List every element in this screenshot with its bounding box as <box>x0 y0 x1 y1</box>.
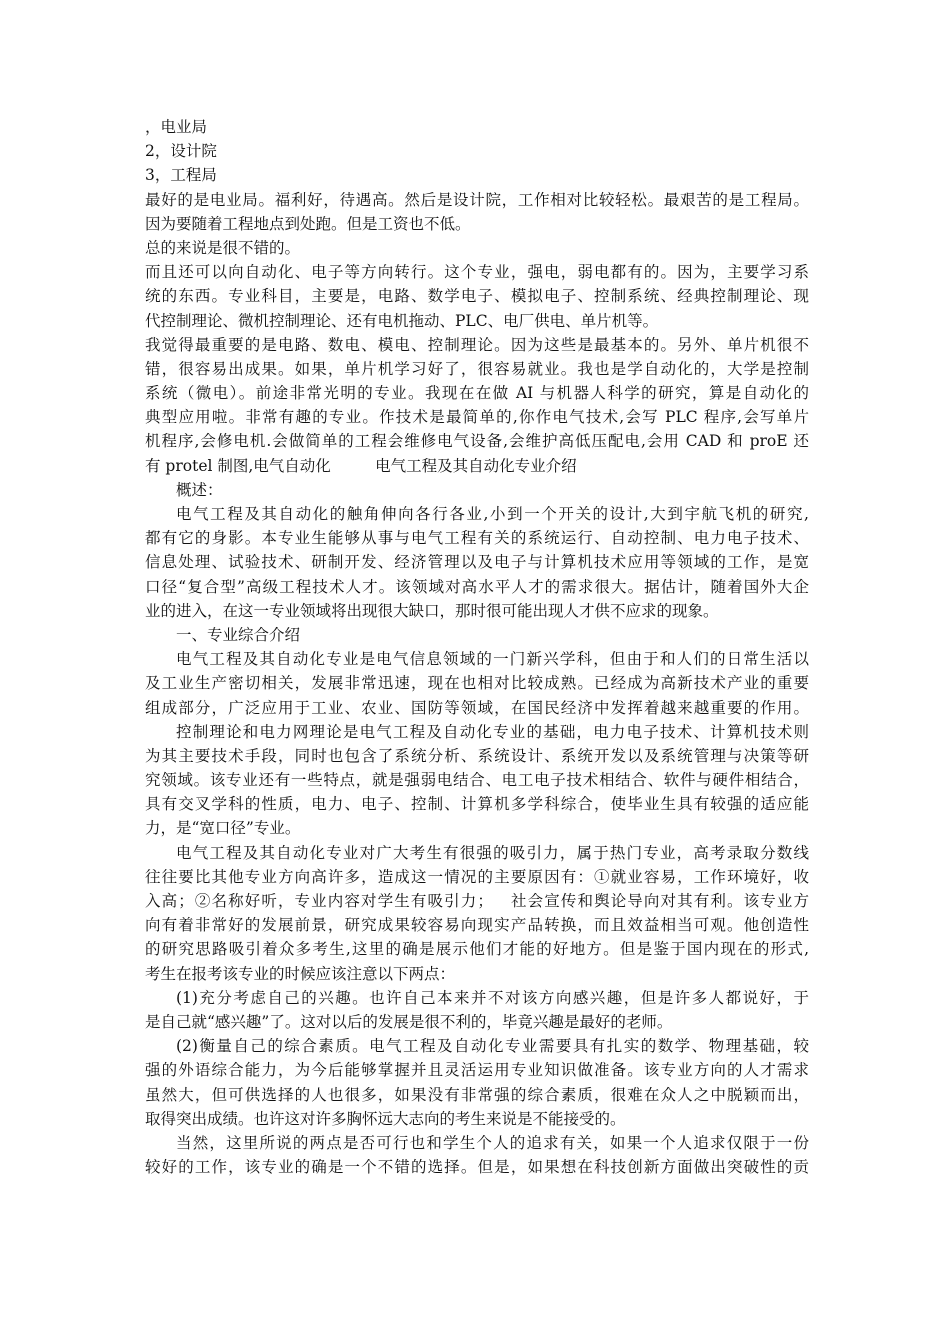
text-line: 取得突出成绩。也许这对许多胸怀远大志向的考生来说是不能接受的。 <box>145 1109 626 1128</box>
text-line: 总的来说是很不错的。 <box>145 238 301 257</box>
text-line: 为其主要技术手段，同时也包含了系统分析、系统设计、系统开发以及系统管理与决策等研 <box>145 746 809 765</box>
text-line: 较好的工作，该专业的确是一个不错的选择。但是，如果想在科技创新方面做出突破性的贡 <box>145 1158 809 1177</box>
text-line: 究领域。该专业还有一些特点，就是强弱电结合、电工电子技术相结合、软件与硬件相结合， <box>145 771 809 790</box>
text-line: 概述： <box>176 480 223 499</box>
text-line: 力，是“宽口径”专业。 <box>145 819 301 838</box>
text-line: 3，工程局 <box>145 166 217 185</box>
text-line: 业的进入，在这一专业领域将出现很大缺口，那时很可能出现人才供不应求的现象。 <box>145 601 719 620</box>
text-line: 电气工程及其自动化的触角伸向各行各业,小到一个开关的设计,大到宇航飞机的研究, <box>176 505 809 523</box>
text-line: 是自己就“感兴趣”了。这对以后的发展是很不利的，毕竟兴趣是最好的老师。 <box>145 1012 673 1031</box>
text-line: 考生在报考该专业的时候应该注意以下两点： <box>145 964 456 983</box>
text-line: 口径“复合型”高级工程技术人才。该领域对高水平人才的需求很大。据估计，随着国外大企 <box>145 577 809 596</box>
text-line: 当然，这里所说的两点是否可行也和学生个人的追求有关，如果一个人追求仅限于一份 <box>176 1133 809 1152</box>
text-line: 往往要比其他专业方向高许多，造成这一情况的主要原因有：①就业容易，工作环境好，收 <box>145 867 809 886</box>
text-line: 错，很容易出成果。如果，单片机学习好了，很容易就业。我也是学自动化的，大学是控制 <box>145 359 809 378</box>
text-line: 电气工程及其自动化专业对广大考生有很强的吸引力，属于热门专业，高考录取分数线 <box>176 843 809 862</box>
text-line: 2，设计院 <box>145 142 217 161</box>
text-line: 组成部分，广泛应用于工业、农业、国防等领域，在国民经济中发挥着越来越重要的作用。 <box>145 698 809 717</box>
text-line: ，电业局 <box>145 118 208 136</box>
text-line: 都有它的身影。本专业生能够从事与电气工程有关的系统运行、自动控制、电力电子技术、 <box>145 529 809 548</box>
document-body <box>145 115 809 1179</box>
text-line: 最好的是电业局。福利好，待遇高。然后是设计院，工作相对比较轻松。最艰苦的是工程局。 <box>145 190 809 209</box>
text-line: 代控制理论、微机控制理论、还有电机拖动、PLC、电厂供电、单片机等。 <box>145 311 659 330</box>
text-line: 信息处理、试验技术、研制开发、经济管理以及电子与计算机技术应用等领域的工作，是宽 <box>145 553 809 572</box>
text-line: 向有着非常好的发展前景，研究成果较容易向现实产品转换，而且效益相当可观。他创造性 <box>145 916 809 935</box>
text-line: 统的东西。专业科目，主要是，电路、数学电子、模拟电子、控制系统、经典控制理论、现 <box>145 287 809 306</box>
text-line: 而且还可以向自动化、电子等方向转行。这个专业，强电，弱电都有的。因为，主要学习系 <box>145 263 809 282</box>
text-line: (1)充分考虑自己的兴趣。也许自己本来并不对该方向感兴趣，但是许多人都说好，于 <box>176 988 809 1007</box>
text-line: (2)衡量自己的综合素质。电气工程及自动化专业需要具有扎实的数学、物理基础，较 <box>176 1037 809 1056</box>
text-line: 电气工程及其自动化专业是电气信息领域的一门新兴学科，但由于和人们的日常生活以 <box>176 650 809 669</box>
text-line: 因为要随着工程地点到处跑。但是工资也不低。 <box>145 214 471 233</box>
text-line: 我觉得最重要的是电路、数电、模电、控制理论。因为这些是最基本的。另外、单片机很不 <box>145 335 809 354</box>
text-line: 虽然大，但可供选择的人也很多，如果没有非常强的综合素质，很难在众人之中脱颖而出， <box>145 1085 809 1104</box>
text-line: 系统（微电）。前途非常光明的专业。我现在在做 AI 与机器人科学的研究，算是自动化的 <box>145 384 809 403</box>
text-line: 及工业生产密切相关，发展非常迅速，现在也相对比较成熟。已经成为高新技术产业的重要 <box>145 674 809 693</box>
text-line: 有 protel 制图,电气自动化 电气工程及其自动化专业介绍 <box>145 456 577 475</box>
text-line: 强的外语综合能力，为今后能够掌握并且灵活运用专业知识做准备。该专业方向的人才需求 <box>145 1061 809 1080</box>
text-line: 入高；②名称好听，专业内容对学生有吸引力； 社会宣传和舆论导向对其有利。该专业方 <box>145 892 809 910</box>
text-line: 一、专业综合介绍 <box>176 625 301 644</box>
text-line: 机程序,会修电机.会做简单的工程会维修电气设备,会维护高低压配电,会用 CAD 和 proE 还 <box>145 432 809 451</box>
text-line: 的研究思路吸引着众多考生,这里的确是展示他们才能的好地方。但是鉴于国内现在的形式, <box>145 940 809 959</box>
text-line: 控制理论和电力网理论是电气工程及自动化专业的基础，电力电子技术、计算机技术则 <box>176 722 809 741</box>
text-line: 典型应用啦。非常有趣的专业。作技术是最简单的,你作电气技术,会写 PLC 程序,会写单片 <box>145 408 809 427</box>
text-line: 具有交叉学科的性质，电力、电子、控制、计算机多学科综合，使毕业生具有较强的适应能 <box>145 795 809 814</box>
